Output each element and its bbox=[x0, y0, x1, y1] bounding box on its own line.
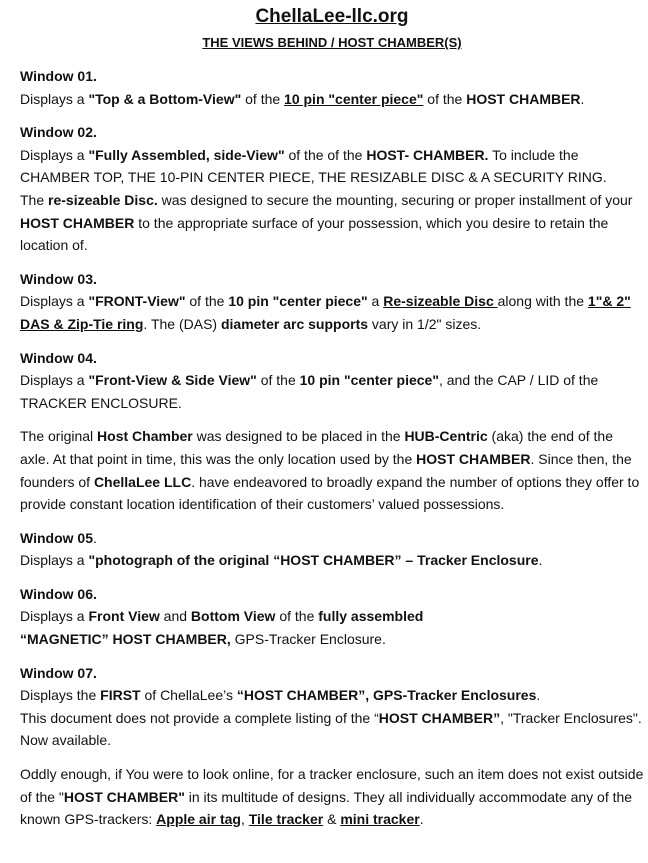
window-02-text-2: The re-sizeable Disc. was designed to secure the mounting, securing or proper installment of your HOST CHAMBER to the appropriate surface of your possession, which you desire to retain the location of. bbox=[20, 191, 633, 254]
window-05-section bbox=[20, 527, 644, 572]
window-07-section bbox=[20, 662, 644, 752]
window-05-text: Displays a "photograph of the original “HOST CHAMBER” – Tracker Enclosure. bbox=[20, 552, 543, 569]
oddly-enough-paragraph bbox=[20, 763, 644, 831]
window-07-heading: Window 07. bbox=[20, 664, 97, 681]
window-05-heading: Window 05. bbox=[20, 529, 97, 546]
window-06-section bbox=[20, 583, 644, 651]
window-07-text: Displays the FIRST of ChellaLee’s “HOST CHAMBER”, GPS-Tracker Enclosures. bbox=[20, 687, 541, 704]
apple-air-tag-link: Apple air tag bbox=[156, 811, 241, 828]
window-03-text: Displays a "FRONT-View" of the 10 pin "center piece" a Re-sizeable Disc along with the 1"& 2" DAS & Zip-Tie ring. The (DAS) diameter arc supports vary in 1/2" sizes. bbox=[20, 293, 631, 332]
window-02-section bbox=[20, 121, 644, 257]
original-host-chamber-paragraph bbox=[20, 425, 644, 515]
window-01-section bbox=[20, 65, 644, 110]
site-title: ChellaLee-llc.org bbox=[255, 6, 409, 27]
window-04-heading: Window 04. bbox=[20, 349, 97, 366]
window-04-section bbox=[20, 347, 644, 415]
window-03-heading: Window 03. bbox=[20, 270, 97, 287]
window-01-text: Displays a "Top & a Bottom-View" of the 10 pin "center piece" of the HOST CHAMBER. bbox=[20, 90, 585, 107]
document-page bbox=[20, 0, 644, 842]
window-02-heading: Window 02. bbox=[20, 124, 97, 141]
window-07-text-2: This document does not provide a complete listing of the “HOST CHAMBER”, "Tracker Enclosures". Now available. bbox=[20, 709, 642, 749]
window-06-text-2: “MAGNETIC” HOST CHAMBER, GPS-Tracker Enclosure. bbox=[20, 631, 386, 648]
oddly-text: Oddly enough, if You were to look online, for a tracker enclosure, such an item does not exist outside of the "HOST CHAMBER" in its multitude of designs. They all individually accommodate any of the known GPS-trackers: Apple air tag, Tile tracker & mini tracker. bbox=[20, 766, 644, 828]
mini-tracker-link: mini tracker bbox=[340, 811, 420, 828]
original-text: The original Host Chamber was designed to be placed in the HUB-Centric (aka) the end of the axle. At that point in time, this was the only location used by the HOST CHAMBER. Since then, the founders of ChellaLee LLC. have endeavored to broadly expand the number of options they offer to provide constant location identification of their customers’ valued possessions. bbox=[20, 428, 640, 513]
window-06-text: Displays a Front View and Bottom View of the fully assembled bbox=[20, 608, 424, 625]
window-04-text: Displays a "Front-View & Side View" of the 10 pin "center piece", and the CAP / LID of the TRACKER ENCLOSURE. bbox=[20, 372, 599, 411]
tile-tracker-link: Tile tracker bbox=[248, 811, 324, 828]
window-03-section bbox=[20, 268, 644, 336]
window-02-text: Displays a "Fully Assembled, side-View" of the of the HOST- CHAMBER. To include the CHAMBER TOP, THE 10-PIN CENTER PIECE, THE RESIZABLE DISC & A SECURITY RING. bbox=[20, 146, 607, 186]
window-01-heading: Window 01. bbox=[20, 68, 97, 84]
window-06-heading: Window 06. bbox=[20, 585, 97, 602]
document-subtitle: THE VIEWS BEHIND / HOST CHAMBER(S) bbox=[202, 35, 462, 50]
